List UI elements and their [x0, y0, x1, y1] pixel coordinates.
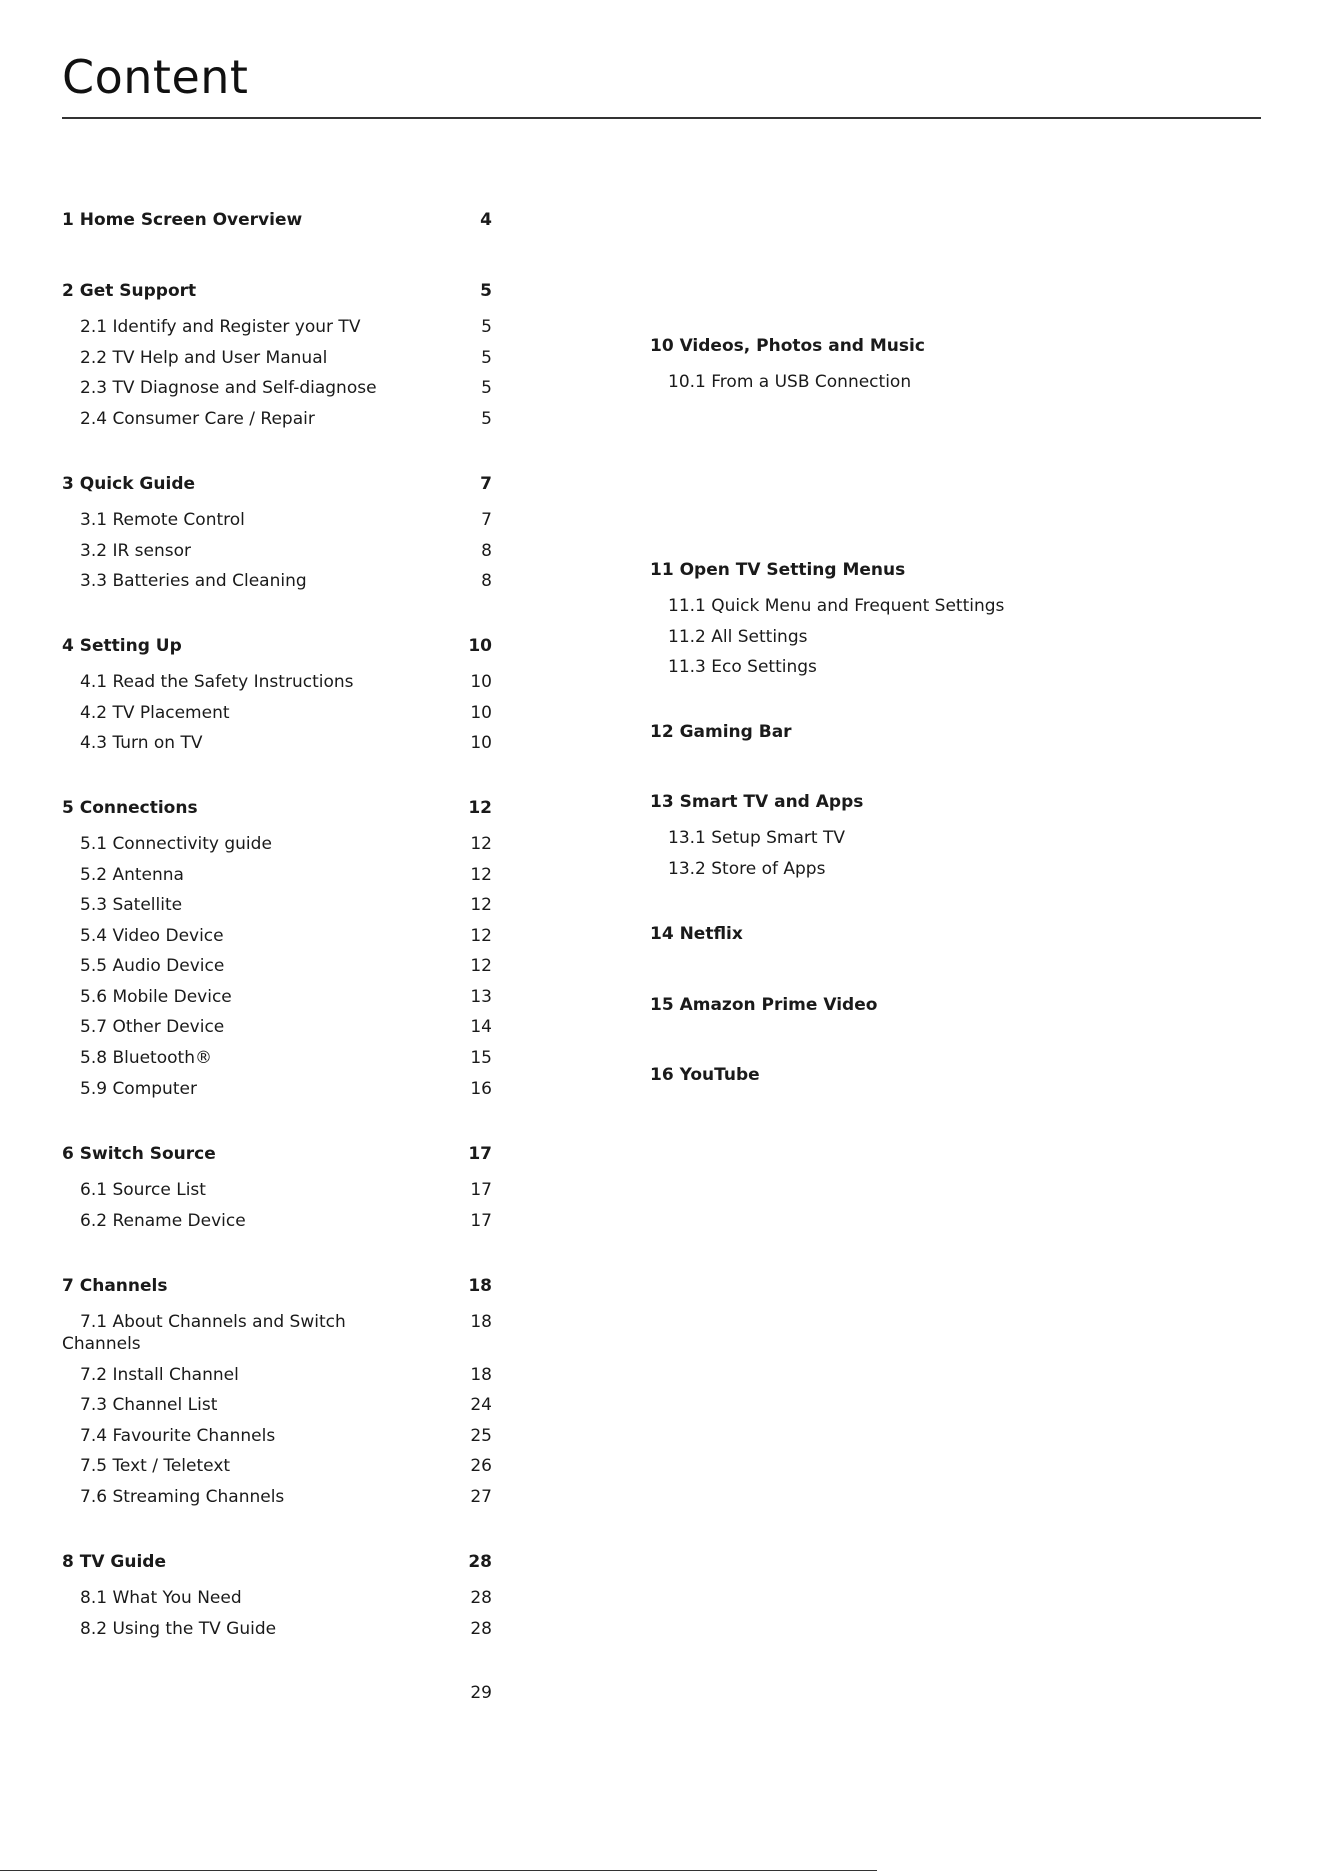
toc-section-title[interactable]: 11.2 All Settings: [668, 627, 808, 647]
toc-chapter-title[interactable]: 6 Switch Source: [62, 1144, 216, 1164]
title-divider: [62, 117, 1261, 119]
toc-section-title[interactable]: 7.1 About Channels and Switch: [80, 1312, 346, 1332]
toc-section-title-continuation[interactable]: Channels: [62, 1334, 141, 1354]
toc-page-number: 12: [470, 926, 492, 946]
toc-page-number: 5: [481, 378, 492, 398]
toc-chapter-title[interactable]: 2 Get Support: [62, 281, 197, 301]
toc-section-title[interactable]: 8.1 What You Need: [80, 1588, 242, 1608]
toc-page-number: 28: [470, 1619, 492, 1639]
toc-page-number: 7: [481, 510, 492, 530]
toc-section-title[interactable]: 2.4 Consumer Care / Repair: [80, 409, 315, 429]
toc-page-number: 5: [481, 348, 492, 368]
toc-section-title[interactable]: 2.1 Identify and Register your TV: [80, 317, 361, 337]
toc-section-title[interactable]: 2.2 TV Help and User Manual: [80, 348, 328, 368]
toc-section-title[interactable]: 5.1 Connectivity guide: [80, 834, 272, 854]
toc-chapter-title[interactable]: 14 Netflix: [650, 924, 743, 944]
toc-page-number: 15: [470, 1048, 492, 1068]
toc-page-number: 17: [468, 1144, 492, 1164]
toc-chapter-title[interactable]: 4 Setting Up: [62, 636, 182, 656]
footer-divider: [0, 1870, 877, 1871]
toc-page-number: 28: [470, 1588, 492, 1608]
toc-page-number: 27: [470, 1487, 492, 1507]
toc-section-title[interactable]: 3.3 Batteries and Cleaning: [80, 571, 307, 591]
toc-section-title[interactable]: 13.2 Store of Apps: [668, 859, 826, 879]
toc-page-number: 5: [481, 409, 492, 429]
toc-section-title[interactable]: 5.2 Antenna: [80, 865, 184, 885]
toc-page-number: 13: [470, 987, 492, 1007]
toc-section-title[interactable]: 13.1 Setup Smart TV: [668, 828, 845, 848]
toc-section-title[interactable]: 6.2 Rename Device: [80, 1211, 246, 1231]
toc-page-number: 10: [468, 636, 492, 656]
toc-section-title[interactable]: 5.6 Mobile Device: [80, 987, 232, 1007]
toc-chapter-title[interactable]: 7 Channels: [62, 1276, 168, 1296]
toc-section-title[interactable]: 11.3 Eco Settings: [668, 657, 817, 677]
toc-section-title[interactable]: 5.5 Audio Device: [80, 956, 225, 976]
toc-chapter-title[interactable]: 10 Videos, Photos and Music: [650, 336, 925, 356]
toc-page-number: 4: [480, 210, 492, 230]
toc-section-title[interactable]: 5.7 Other Device: [80, 1017, 225, 1037]
toc-page-number: 5: [480, 281, 492, 301]
toc-page-number: 12: [470, 956, 492, 976]
toc-page-number: 18: [470, 1365, 492, 1385]
toc-section-title[interactable]: 8.2 Using the TV Guide: [80, 1619, 277, 1639]
toc-chapter-title[interactable]: 3 Quick Guide: [62, 474, 196, 494]
toc-page-number: 28: [468, 1552, 492, 1572]
toc-chapter-title[interactable]: 16 YouTube: [650, 1065, 760, 1085]
toc-section-title[interactable]: 7.4 Favourite Channels: [80, 1426, 276, 1446]
toc-section-title[interactable]: 7.6 Streaming Channels: [80, 1487, 285, 1507]
toc-page-number: 18: [468, 1276, 492, 1296]
toc-page-number: 16: [470, 1079, 492, 1099]
toc-section-title[interactable]: 4.1 Read the Safety Instructions: [80, 672, 354, 692]
toc-section-title[interactable]: 3.1 Remote Control: [80, 510, 245, 530]
toc-page-number: 26: [470, 1456, 492, 1476]
toc-page-number: 7: [480, 474, 492, 494]
toc-chapter-title[interactable]: 13 Smart TV and Apps: [650, 792, 864, 812]
toc-page-number: 29: [470, 1683, 492, 1703]
toc-section-title[interactable]: 11.1 Quick Menu and Frequent Settings: [668, 596, 1005, 616]
toc-section-title[interactable]: 5.4 Video Device: [80, 926, 224, 946]
toc-page-number: 14: [470, 1017, 492, 1037]
toc-section-title[interactable]: 5.3 Satellite: [80, 895, 183, 915]
toc-chapter-title[interactable]: 1 Home Screen Overview: [62, 210, 303, 230]
toc-section-title[interactable]: 7.5 Text / Teletext: [80, 1456, 231, 1476]
toc-page-number: 12: [470, 865, 492, 885]
page-title: Content: [62, 50, 249, 104]
toc-page-number: 12: [470, 834, 492, 854]
toc-section-title[interactable]: 7.2 Install Channel: [80, 1365, 239, 1385]
toc-section-title[interactable]: 7.3 Channel List: [80, 1395, 218, 1415]
toc-section-title[interactable]: 6.1 Source List: [80, 1180, 206, 1200]
toc-page-number: 8: [481, 541, 492, 561]
toc-page-number: 10: [470, 672, 492, 692]
toc-page-number: 25: [470, 1426, 492, 1446]
toc-section-title[interactable]: 2.3 TV Diagnose and Self-diagnose: [80, 378, 377, 398]
toc-page-number: 24: [470, 1395, 492, 1415]
toc-page-number: 10: [470, 703, 492, 723]
toc-page-number: 18: [470, 1312, 492, 1332]
toc-chapter-title[interactable]: 5 Connections: [62, 798, 198, 818]
toc-page-number: 12: [468, 798, 492, 818]
toc-section-title[interactable]: 3.2 IR sensor: [80, 541, 192, 561]
toc-section-title[interactable]: 5.8 Bluetooth®: [80, 1048, 212, 1068]
toc-page-number: 12: [470, 895, 492, 915]
toc-page-number: 10: [470, 733, 492, 753]
toc-page-number: 8: [481, 571, 492, 591]
toc-chapter-title[interactable]: 15 Amazon Prime Video: [650, 995, 878, 1015]
toc-chapter-title[interactable]: 8 TV Guide: [62, 1552, 167, 1572]
toc-chapter-title[interactable]: 12 Gaming Bar: [650, 722, 792, 742]
toc-page-number: 5: [481, 317, 492, 337]
toc-section-title[interactable]: 10.1 From a USB Connection: [668, 372, 912, 392]
toc-section-title[interactable]: 4.3 Turn on TV: [80, 733, 203, 753]
toc-page-number: 17: [470, 1180, 492, 1200]
toc-section-title[interactable]: 5.9 Computer: [80, 1079, 197, 1099]
toc-chapter-title[interactable]: 11 Open TV Setting Menus: [650, 560, 906, 580]
footer-decoration: [877, 1868, 1324, 1872]
toc-section-title[interactable]: 4.2 TV Placement: [80, 703, 230, 723]
toc-page-number: 17: [470, 1211, 492, 1231]
